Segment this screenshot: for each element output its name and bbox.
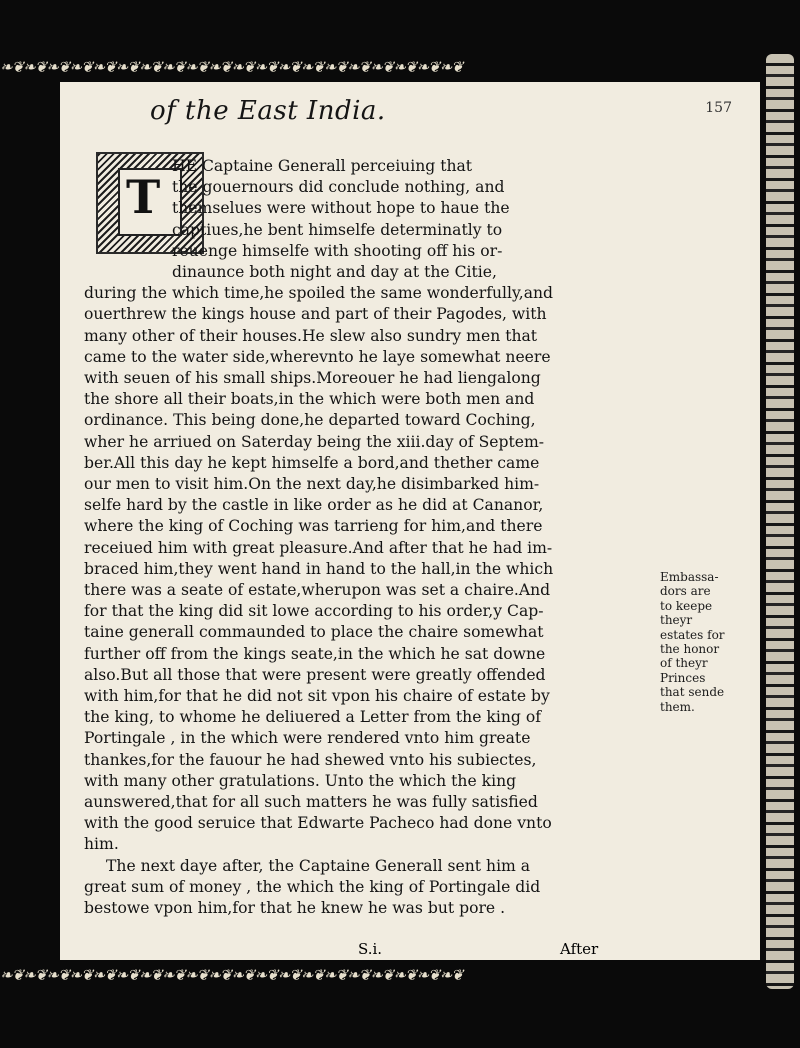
- marginal-note-line: that sende: [660, 685, 725, 700]
- text-line: selfe hard by the castle in like order as he did at Cananor,: [84, 496, 544, 515]
- text-line: ber.All this day he kept himselfe a bord,and thether came: [84, 453, 540, 472]
- page-header: [60, 82, 760, 142]
- text-line: with him,for that he did not sit vpon his chaire of estate by: [84, 687, 550, 705]
- text-line: further off from the kings seate,in the which he sat downe: [84, 644, 546, 663]
- text-line: also.But all those that were present were greatly offended: [84, 665, 546, 684]
- marginal-note-line: dors are: [660, 584, 711, 599]
- marginal-note-line: to keepe: [660, 598, 713, 613]
- text-line: where the king of Coching was tarrieng for him,and there: [84, 517, 543, 536]
- text-line: him.: [84, 835, 119, 854]
- marginal-note-line: theyr: [660, 613, 693, 628]
- text-line: great sum of money , the which the king of Portingale did: [84, 877, 541, 896]
- book-page: [60, 82, 760, 960]
- text-line: with many other gratulations. Unto the which the king: [84, 771, 517, 790]
- text-line: our men to visit him.On the next day,he disimbarked him-: [84, 475, 540, 493]
- text-line: dinaunce both night and day at the Citie,: [172, 263, 497, 281]
- text-line: many other of their houses.He slew also sundry men that: [84, 326, 538, 345]
- text-line: thankes,for the fauour he had shewed vnto his subiectes,: [84, 750, 537, 769]
- text-line: with seuen of his small ships.Moreouer he had liengalong: [84, 369, 541, 387]
- text-line: the gouernours did conclude nothing, and: [172, 178, 505, 197]
- text-line: HE Captaine Generall perceiuing that: [172, 157, 473, 175]
- marginal-note: [660, 570, 750, 714]
- signature-mark: S.i.: [358, 940, 383, 958]
- marginal-note-line: estates for: [660, 627, 725, 642]
- marginal-note-line: the honor: [660, 642, 720, 657]
- text-line: came to the water side,wherevnto he laye somewhat neere: [84, 347, 551, 366]
- text-line: themselues were without hope to haue the: [172, 199, 510, 218]
- marginal-note-line: Embassa-: [660, 570, 719, 584]
- text-line: captiues,he bent himselfe determinatly to: [172, 220, 503, 239]
- decorative-border-right: [760, 54, 800, 989]
- text-line: the king, to whome he deliuered a Letter from the king of: [84, 708, 541, 727]
- decorative-border-bottom: ❧❦❧❦❧❦❧❦❧❦❧❦❧❦❧❦❧❦❧❦❧❦❧❦❧❦❧❦❧❦❧❦❧❦❧❦❧❦❧❦: [0, 966, 463, 984]
- text-line: reuenge himselfe with shooting off his or-: [172, 241, 503, 260]
- text-line: during the which time,he spoiled the same wonderfully,and: [84, 284, 554, 303]
- marginal-note-line: Princes: [660, 670, 706, 685]
- text-line: the shore all their boats,in the which were both men and: [84, 390, 535, 409]
- text-line: aunswered,that for all such matters he was fully satisfied: [84, 793, 538, 811]
- text-line: wher he arriued on Saterday being the xiii.day of Septem-: [84, 432, 545, 451]
- text-line: Portingale , in the which were rendered vnto him greate: [84, 729, 531, 748]
- drop-cap-letter: T: [126, 170, 161, 224]
- marginal-note-line: them.: [660, 699, 695, 714]
- text-line: ouerthrew the kings house and part of their Pagodes, with: [84, 305, 547, 324]
- text-line: bestowe vpon him,for that he knew he was but pore .: [84, 899, 506, 917]
- text-line: braced him,they went hand in hand to the hall,in the which: [84, 559, 554, 578]
- text-line: receiued him with great pleasure.And after that he had im-: [84, 538, 553, 557]
- running-head: of the East India.: [150, 96, 386, 126]
- catchword: After: [560, 940, 599, 958]
- text-line: there was a seate of estate,wherupon was set a chaire.And: [84, 581, 551, 599]
- text-line: for that the king did sit lowe according to his order,y Cap-: [84, 602, 544, 621]
- text-line: The next daye after, the Captaine Generall sent him a: [106, 856, 531, 875]
- decorative-border-top: ❧❦❧❦❧❦❧❦❧❦❧❦❧❦❧❦❧❦❧❦❧❦❧❦❧❦❧❦❧❦❧❦❧❦❧❦❧❦❧❦: [0, 58, 463, 76]
- text-line: ordinance. This being done,he departed toward Coching,: [84, 411, 536, 430]
- text-line: taine generall commaunded to place the chaire somewhat: [84, 623, 544, 642]
- page-number: 157: [705, 100, 732, 116]
- marginal-note-line: of theyr: [660, 656, 708, 671]
- text-line: with the good seruice that Edwarte Pacheco had done vnto: [84, 814, 552, 833]
